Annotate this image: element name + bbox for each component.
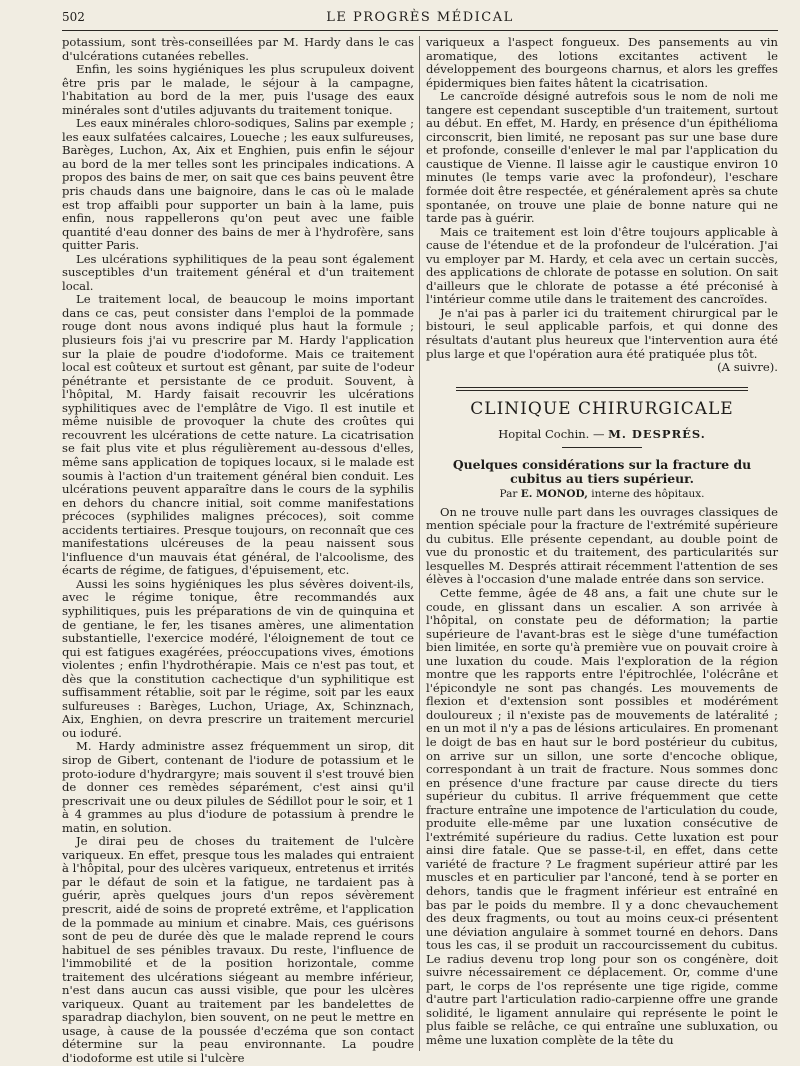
paragraph: Mais ce traitement est loin d'être toujours applicable à cause de l'étendue et de la profondeur de l'ulcération. J'ai vu employer par M. Hardy, et cela avec un certain succès, des applications de chlorate de potasse en solution. On sait d'ailleurs que le chlorate de potasse a été préconisé à l'intérieur comme utile dans le traitement des cancroïdes. — [426, 224, 778, 307]
journal-title: LE PROGRÈS MÉDICAL — [326, 10, 514, 25]
title-rule — [562, 447, 642, 448]
paragraph: On ne trouve nulle part dans les ouvrages classiques de mention spéciale pour la fracture de l'extrémité supérieure du cubitus. Elle présente cependant, au double point de vue du pronostic et du traitement, des particularités sur lesquelles M. Després attirait récemment l'attention de ses élèves à l'occasion d'une malade entrée dans son service. — [426, 504, 778, 587]
paragraph: M. Hardy administre assez fréquemment un sirop, dit sirop de Gibert, contenant de l'iodure de potassium et le proto-iodure d'hydrargyre; mais souvent il s'est trouvé bien de donner ces remèdes séparément, c'est ainsi qu'il prescrivait une ou deux pilules de Sédillot pour le soir, et 1 à 4 grammes au plus d'iodure de potassium à prendre le matin, en solution. — [62, 739, 414, 835]
paragraph: Je n'ai pas à parler ici du traitement chirurgical par le bistouri, le seul applicable parfois, et qui donne des résultats d'autant plus heureux que l'intervention aura été plus large et que l'opération aura été pratiquée plus tôt. — [426, 305, 778, 361]
byline — [426, 488, 778, 500]
article-title: Quelques considérations sur la fracture du cubitus au tiers supérieur. — [452, 456, 752, 486]
header-rule — [62, 30, 778, 31]
paragraph: Les eaux minérales chloro-sodiques, Salins par exemple ; les eaux sulfatées calcaires, Loueche ; les eaux sulfureuses, Barèges, Luchon, Ax, Aix et Enghien, puis enfin le séjour au bord de la mer telles sont les principales indications. A propos des bains de mer, on sait que ces bains peuvent être pris chauds dans une baignoire, dans le cas où le malade est trop affaibli pour supporter un bain à la lame, puis enfin, nous rappellerons qu'on peut avec une faible quantité d'eau donner des bains de mer à l'hydrofère, sans quitter Paris. — [62, 116, 415, 253]
paragraph: Enfin, les soins hygiéniques les plus scrupuleux doivent être pris par le malade, le séjour à la campagne, l'habitation au bord de la mer, puis l'usage des eaux minérales sont d'utiles adjuvants du traitement tonique. — [62, 62, 414, 117]
paragraph: Les ulcérations syphilitiques de la peau sont également susceptibles d'un traitement général et d'un traitement local. — [62, 251, 414, 293]
byline-prefix: Par — [499, 487, 518, 500]
paragraph: Aussi les soins hygiéniques les plus sévères doivent-ils, avec le régime tonique, être recommandés aux syphilitiques, puis les préparations de vin de quinquina et de gentiane, le fer, les tisanes amères, une alimentation substantielle, l'exercice modéré, l'éloignement de tout ce qui est fatigues exagérées, préoccupations vives, émotions violentes ; enfin l'hydrothérapie. Mais ce n'est pas tout, et dès que la constitution cachectique d'un syphilitique est suffisamment rétablie, soit par le régime, soit par les eaux sulfureuses : Barèges, Luchon, Uriage, Ax, Schinznach, Aix, Enghien, on devra prescrire un traitement mercuriel ou ioduré. — [62, 576, 414, 740]
hospital-name: Hopital Cochin. — — [498, 426, 605, 441]
paragraph: Je dirai peu de choses du traitement de l'ulcère variqueux. En effet, presque tous les malades qui entraient à l'hôpital, pour des ulcères variqueux, entretenus et irrités par le défaut de soin et la fatigue, ne tardaient pas à guérir, après quelques jours d'un repos sévèrement prescrit, aidé de soins de propreté extrême, et l'application de la pommade au minium et cinabre. Mais, ces guérisons sont de peu de durée dès que le malade reprend le cours habituel de ses pénibles travaux. Du reste, l'influence de l'immobilité et de la position horizontale, comme traitement des ulcérations siégeant au membre inférieur, n'est dans aucun cas aussi visible, que pour les ulcères variqueux. Quant au traitement par les bandelettes de sparadrap diachylon, bien souvent, on ne peut le mettre en usage, à cause de la poussée d'eczéma que son contact détermine sur la peau environnante. La poudre d'iodoforme est utile si l'ulcère — [62, 834, 414, 1066]
paragraph: variqueux a l'aspect fongueux. Des pansements au vin aromatique, des lotions excitantes activent le développement des bourgeons charnus, et alors les greffes épidermiques bien faites hâtent la cicatrisation. — [426, 35, 778, 90]
doctor-name: M. DESPRÉS. — [608, 426, 706, 441]
author-name: E. MONOD, — [520, 487, 588, 500]
paragraph: potassium, sont très-conseillées par M. Hardy dans le cas d'ulcérations cutanées rebelles. — [62, 35, 414, 63]
section-title: CLINIQUE CHIRURGICALE — [470, 398, 734, 419]
page-number: 502 — [62, 10, 85, 24]
paragraph: Cette femme, âgée de 48 ans, a fait une chute sur le coude, en glissant dans un escalier. A son arrivée à l'hôpital, on constate peu de déformation; la partie supérieure de l'avant-bras est le siège d'une tuméfaction bien limitée, en sorte qu'à première vue on pouvait croire à une luxation du coude. Mais l'exploration de la région montre que les rapports entre l'épitrochlée, l'olécrâne et l'épicondyle ne sont pas changés. Les mouvements de flexion et d'extension sont possibles et modérément douloureux ; il n'existe pas de mouvements de latéralité ; en un mot il n'y a pas de lésions articulaires. En promenant le doigt de bas en haut sur le bord postérieur du cubitus, on arrive sur un sillon, une sorte d'encoche oblique, correspondant à un trait de fracture. Nous sommes donc en présence d'une fracture par cause directe du tiers supérieur du cubitus. Il arrive fréquemment que cette fracture entraîne une impotence de l'articulation du coude, produite elle-même par une luxation consécutive de l'extrémité supérieure du radius. Cette luxation est pour ainsi dire fatale. Que se passe-t-il, en effet, dans cette variété de fracture ? Le fragment supérieur attiré par les muscles et en particulier par l'anconé, tend à se porter en dehors, tandis que le fragment inférieur est entraîné en bas par le poids du membre. Il y a donc chevauchement des deux fragments, ou tout au moins ceux-ci présentent une déviation angulaire à sommet tourné en dehors. Dans tous les cas, il se produit un raccourcissement du cubitus. Le radius devenu trop long pour son os congénère, doit suivre nécessairement ce déplacement. Or, comme d'une part, le corps de l'os représente une tige rigide, comme d'autre part l'articulation radio-carpienne offre une grande solidité, le ligament annulaire qui représente le point le plus faible se relâche, ce qui entraîne une subluxation, ou même une luxation complète de la tête du — [426, 585, 778, 1047]
right-column — [426, 36, 778, 1056]
hospital-line — [426, 427, 778, 441]
author-title: interne des hôpitaux. — [591, 487, 705, 500]
left-column — [62, 35, 415, 1066]
section-rule — [456, 387, 748, 391]
column-divider — [419, 36, 420, 1051]
to-be-continued: (A suivre). — [717, 360, 778, 375]
paragraph: Le traitement local, de beaucoup le moins important dans ce cas, peut consister dans l'emploi de la pommade rouge dont nous avons indiqué plus haut la formule ; plusieurs fois j'ai vu prescrire par M. Hardy l'application sur la plaie de poudre d'iodoforme. Mais ce traitement local est coûteux et surtout est gênant, par suite de l'odeur pénétrante et persistante de ce produit. Souvent, à l'hôpital, M. Hardy faisait recouvrir les ulcérations syphilitiques avec de l'emplâtre de Vigo. Il est inutile et même nuisible de provoquer la chute des croûtes qui recouvrent les ulcérations de cette nature. La cicatrisation se fait plus vite et plus régulièrement au-dessous d'elles, même sans application de topiques locaux, si le malade est soumis à l'action d'un traitement général bien conduit. Les ulcérations peuvent apparaître dans le cours de la syphilis en dehors du chancre initial, soit comme manifestations précoces (syphilides malignes précoces), soit comme accidents tertiaires. Presque toujours, on reconnaît que ces manifestations ulcéreuses de la peau naissent sous l'influence d'un mauvais état général, de l'alcoolisme, des écarts de régime, de fatigues, d'épuisement, etc. — [62, 292, 414, 578]
running-header — [62, 8, 778, 30]
paragraph: Le cancroïde désigné autrefois sous le nom de noli me tangere est cependant susceptible d'un traitement, surtout au début. En effet, M. Hardy, en présence d'un épithélioma circonscrit, bien limité, ne reposant pas sur une base dure et profonde, conseille d'enlever le mal par l'application du caustique de Vienne. Il laisse agir le caustique environ 10 minutes (le temps varie avec la profondeur), l'eschare formée doit être respectée, et généralement après sa chute spontanée, on trouve une plaie de bonne nature qui ne tarde pas à guérir. — [426, 89, 778, 226]
